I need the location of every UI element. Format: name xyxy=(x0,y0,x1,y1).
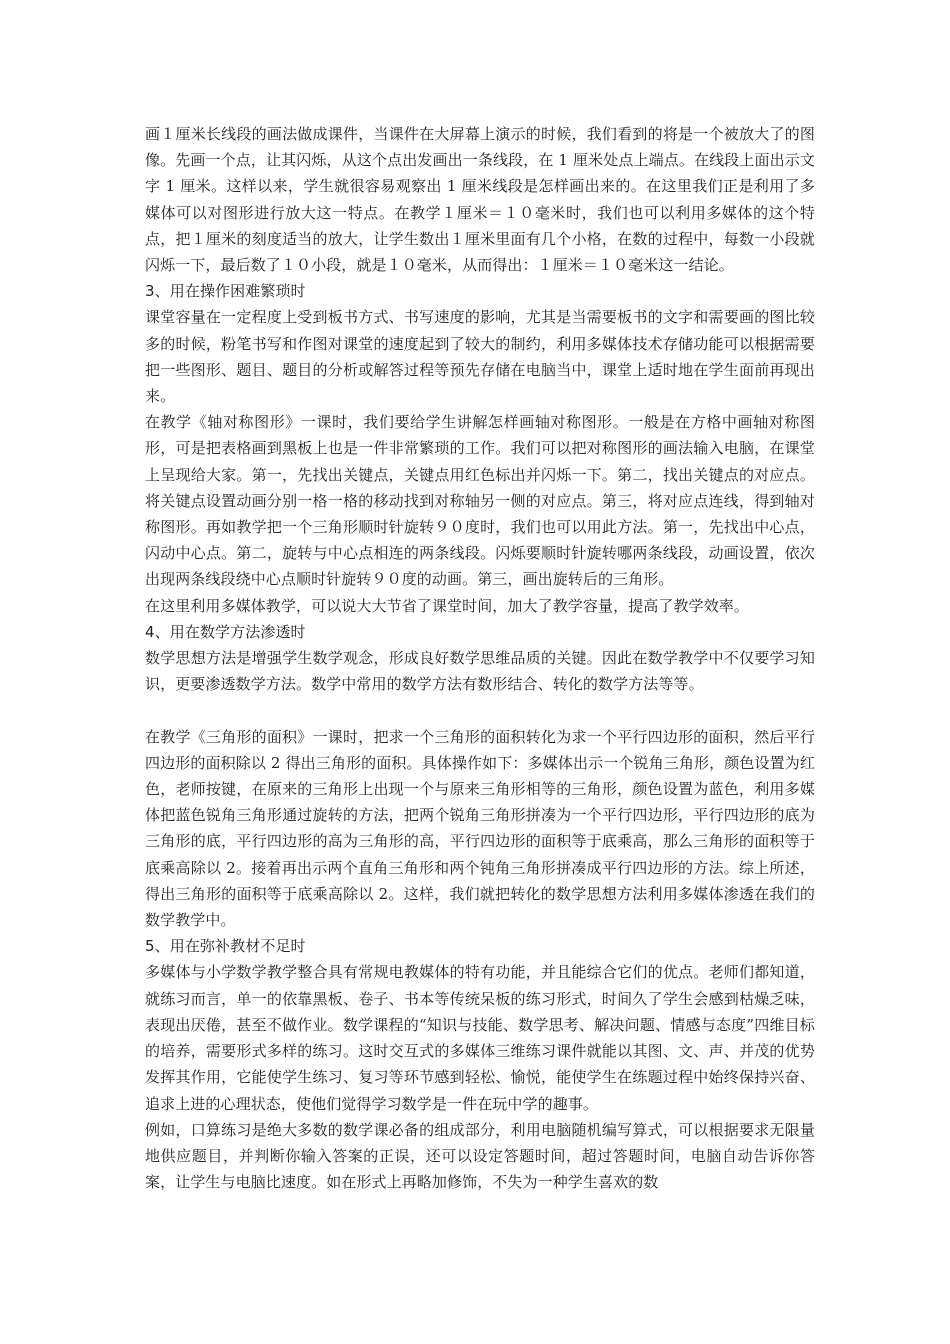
paragraph-triangle-area: 在教学《三角形的面积》一课时，把求一个三角形的面积转化为求一个平行四边形的面积，然后平行四边形的面积除以 2 得出三角形的面积。具体操作如下：多媒体出示一个锐角三角形，颜色设置为红色，老师按键，在原来的三角形上出现一个与原来三角形相等的三角形，颜色设置为蓝色，利用多媒体把蓝色锐角三角形通过旋转的方法，把两个锐角三角形拼凑为一个平行四边形，平行四边形的底为三角形的底，平行四边形的高为三角形的高，平行四边形的面积等于底乘高，那么三角形的面积等于底乘高除以 2。接着再出示两个直角三角形和两个钝角三角形拼凑成平行四边形的方法。综上所述，得出三角形的面积等于底乘高除以 2。这样，我们就把转化的数学思想方法利用多媒体渗透在我们的数学教学中。 xyxy=(145,727,815,930)
blank-line xyxy=(145,697,815,723)
paragraph-efficiency: 在这里利用多媒体教学，可以说大大节省了课堂时间，加大了教学容量，提高了教学效率。 xyxy=(145,596,750,615)
paragraph-multimedia-integration: 多媒体与小学数学教学整合具有常规电教媒体的特有功能，并且能综合它们的优点。老师们都知道，就练习而言，单一的依靠黑板、卷子、书本等传统呆板的练习形式，时间久了学生会感到枯燥乏味，表现出厌倦，甚至不做作业。数学课程的“知识与技能、数学思考、解决问题、情感与态度”四维目标的培养，需要形式多样的练习。这时交互式的多媒体三维练习课件就能以其图、文、声、并茂的优势发挥其作用，它能使学生练习、复习等环节感到轻松、愉悦，能使学生在练题过程中始终保持兴奋、追求上进的心理状态，使他们觉得学习数学是一件在玩中学的趣事。 xyxy=(145,963,815,1113)
paragraph-classroom-capacity: 课堂容量在一定程度上受到板书方式、书写速度的影响，尤其是当需要板书的文字和需要画的图比较多的时候，粉笔书写和作图对课堂的速度起到了较大的制约，利用多媒体技术存储功能可以根据需要把一些图形、题目、题目的分析或解答过程等预先存储在电脑当中，课堂上适时地在学生面前再现出来。 xyxy=(145,308,815,406)
document-body xyxy=(145,121,815,1195)
paragraph-math-methods: 数学思想方法是增强学生数学观念，形成良好数学思维品质的关键。因此在数学教学中不仅要学习知识，更要渗透数学方法。数学中常用的数学方法有数形结合、转化的数学方法等等。 xyxy=(145,649,815,694)
paragraph-axis-symmetry: 在教学《轴对称图形》一课时，我们要给学生讲解怎样画轴对称图形。一般是在方格中画轴对称图形，可是把表格画到黑板上也是一件非常繁琐的工作。我们可以把对称图形的画法输入电脑，在课堂上呈现给大家。第一，先找出关键点，关键点用红色标出并闪烁一下。第二，找出关键点的对应点。将关键点设置动画分别一格一格的移动找到对称轴另一侧的对应点。第三，将对应点连线，得到轴对称图形。再如教学把一个三角形顺时针旋转９０度时，我们也可以用此方法。第一，先找出中心点，闪动中心点。第二，旋转与中心点相连的两条线段。闪烁要顺时针旋转哪两条线段，动画设置，依次出现两条线段绕中心点顺时针旋转９０度的动画。第三，画出旋转后的三角形。 xyxy=(145,413,815,589)
paragraph-mental-arithmetic: 例如，口算练习是绝大多数的数学课必备的组成部分，利用电脑随机编写算式，可以根据要求无限量地供应题目，并判断你输入答案的正误，还可以设定答题时间，超过答题时间，电脑自动告诉你答案，让学生与电脑比速度。如在形式上再略加修饰，不失为一种学生喜欢的数 xyxy=(145,1120,815,1192)
paragraph-centimeter-demo: 画１厘米长线段的画法做成课件，当课件在大屏幕上演示的时候，我们看到的将是一个被放大了的图像。先画一个点，让其闪烁，从这个点出发画出一条线段，在 1 厘米处点上端点。在线段上面出示文字 1 厘米。这样以来，学生就很容易观察出 1 厘米线段是怎样画出来的。在这里我们正是利用了多媒体可以对图形进行放大这一特点。在教学１厘米＝１０毫米时，我们也可以利用多媒体的这个特点，把１厘米的刻度适当的放大，让学生数出１厘米里面有几个小格，在数的过程中，每数一小段就闪烁一下，最后数了１０小段，就是１０毫米，从而得出：１厘米＝１０毫米这一结论。 xyxy=(145,125,815,275)
section-heading-3: 3、用在操作困难繁琐时 xyxy=(145,282,306,301)
section-heading-5: 5、用在弥补教材不足时 xyxy=(145,937,306,956)
section-heading-4: 4、用在数学方法渗透时 xyxy=(145,622,306,641)
